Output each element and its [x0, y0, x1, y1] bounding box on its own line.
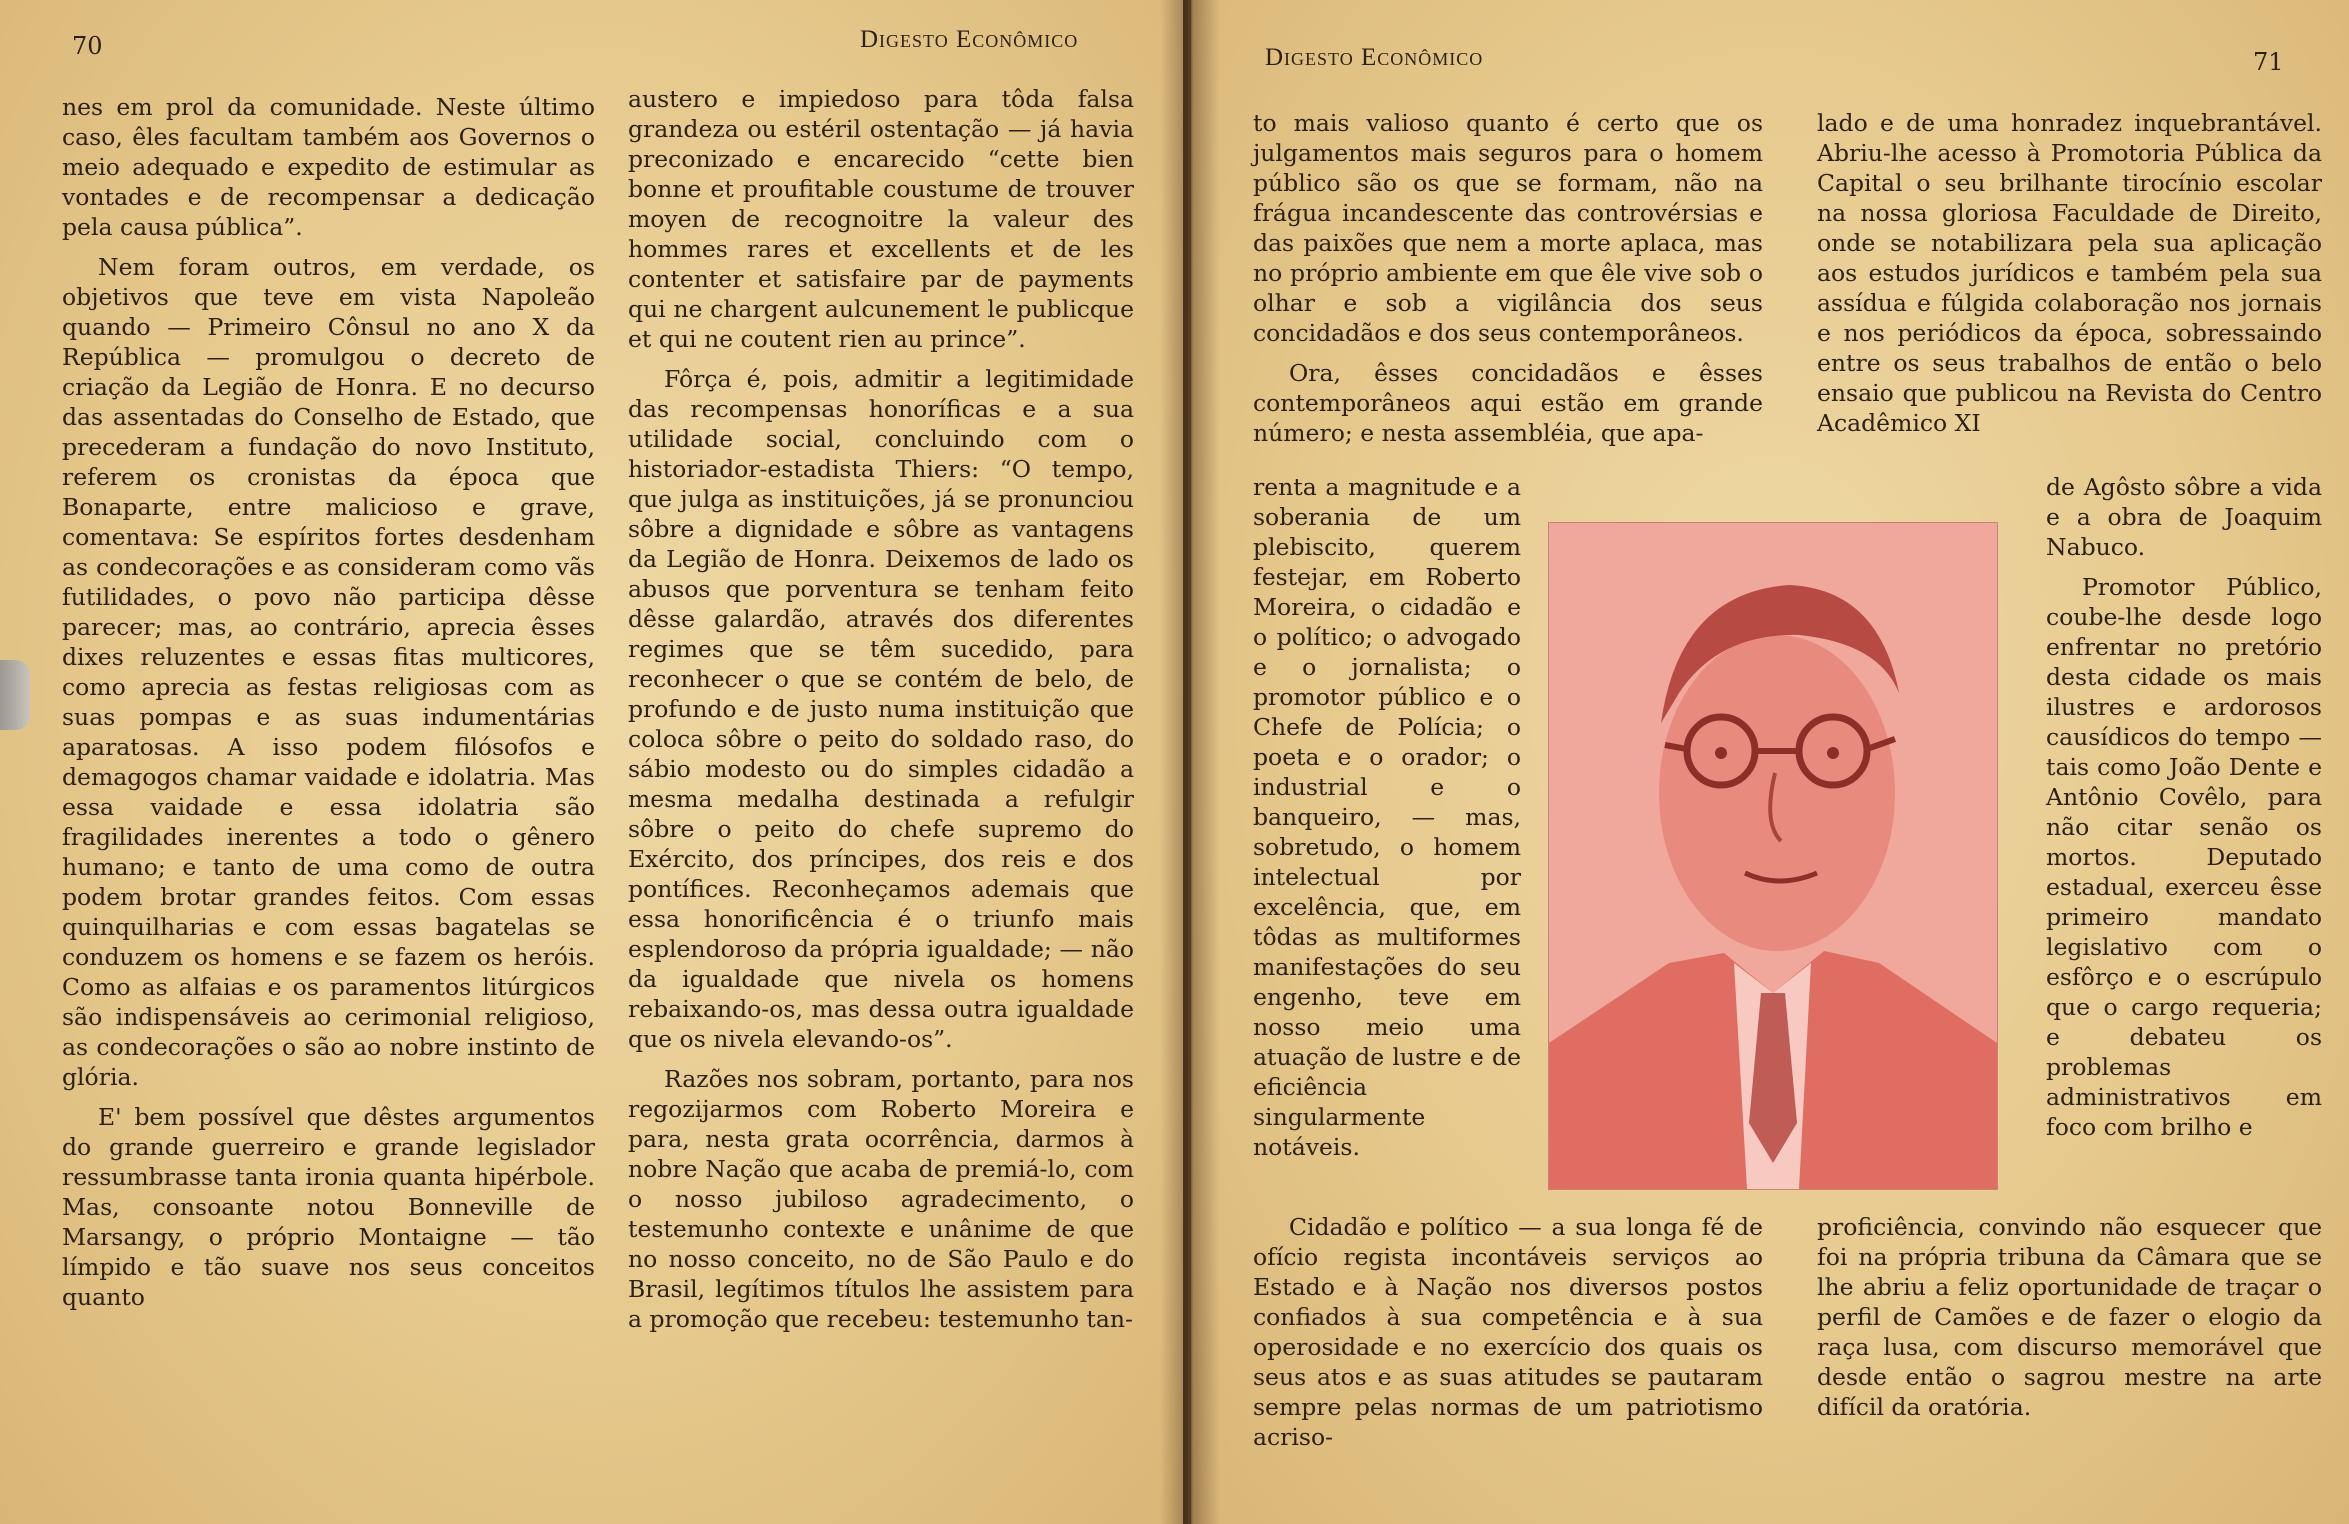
column-3-bottom	[1253, 1212, 1763, 1452]
column-1	[62, 92, 595, 1322]
paragraph: austero e impiedoso para tôda falsa grandeza ou estéril ostentação — já havia preconizado e encarecido “cette bien bonne et proufitable coustume de trouver moyen de recognoitre la valeur des hommes rares et excellents et de les contenter et satisfaire par de payments qui ne chargent aulcunement le publicque et qui ne coutent rien au prince”.	[628, 85, 1134, 353]
paragraph: renta a magnitude e a soberania de um plebiscito, querem festejar, em Roberto Moreira, o cidadão e o político; o advogado e o jornalista; o promotor público e o Chefe de Polícia; o poeta e o orador; o industrial e o banqueiro, — mas, sobretudo, o homem intelectual por excelência, que, em tôdas as multiformes manifestações do seu engenho, teve em nosso meio uma atuação de lustre e de eficiência singularmente notáveis.	[1253, 473, 1521, 1161]
paragraph: nes em prol da comunidade. Neste último caso, êles facultam também aos Governos o meio adequado e expedito de estimular as vontades e de recompensar a dedicação pela causa pública”.	[62, 93, 595, 241]
paragraph: lado e de uma honradez inquebrantável. Abriu-lhe acesso à Promotoria Pública da Capital o seu brilhante tirocínio escolar na nossa gloriosa Faculdade de Direito, onde se notabilizara pela sua aplicação aos estudos jurídicos e também pela sua assídua e fúlgida colaboração nos jornais e nos periódicos da época, sobressaindo entre os seus trabalhos de então o belo ensaio que publicou na Revista do Centro Acadêmico XI	[1817, 109, 2322, 437]
paragraph: Cidadão e político — a sua longa fé de ofício regista incontáveis serviços ao Estado e à Nação nos diversos postos confiados à sua competência e à sua operosidade e no exercício dos quais os seus atos e as suas atitudes se pautaram sempre pelas normas de um patriotismo acriso-	[1253, 1213, 1763, 1451]
paragraph: Promotor Público, coube-lhe desde logo enfrentar no pretório desta cidade os mais ilustres e ardorosos causídicos do tempo — tais como João Dente e Antônio Covêlo, para não citar senão os mortos. Deputado estadual, exerceu êsse primeiro mandato legislativo com o esfôrço e o escrúpulo que o cargo requeria; e debateu os problemas administrativos em foco com brilho e	[2046, 573, 2322, 1141]
running-head-right: Digesto Econômico	[1265, 44, 1484, 71]
paragraph: E' bem possível que dêstes argumentos do grande guerreiro e grande legislador ressumbrasse tanta ironia quanta hipérbole. Mas, consoante notou Bonneville de Marsangy, o próprio Montaigne — tão límpido e tão suave nos seus conceitos quanto	[62, 1103, 595, 1311]
paragraph: proficiência, convindo não esquecer que foi na própria tribuna da Câmara que se lhe abriu a feliz oportunidade de traçar o perfil de Camões e de fazer o elogio da raça lusa, com discurso memorável que desde então o sagrou mestre na arte difícil da oratória.	[1817, 1213, 2322, 1421]
paragraph: to mais valioso quanto é certo que os julgamentos mais seguros para o homem público são os que se formam, não na frágua incandescente das controvérsias e das paixões que nem a morte aplaca, mas no próprio ambiente em que êle vive sob o olhar e sob a vigilância dos seus concidadãos e dos seus contemporâneos.	[1253, 109, 1763, 347]
column-4-top	[1817, 108, 2322, 448]
column-2	[628, 84, 1134, 1344]
paragraph: Fôrça é, pois, admitir a legitimidade das recompensas honoríficas e a sua utilidade social, concluindo com o historiador-estadista Thiers: “O tempo, que julga as instituições, já se pronunciou sôbre a dignidade e sôbre as vantagens da Legião de Honra. Deixemos de lado os abusos que porventura se tenham feito dêsse galardão, através dos diferentes regimes que se têm sucedido, para reconhecer o que se contém de belo, de profundo e de justo numa instituição que coloca sôbre o peito do soldado raso, do sábio modesto ou do simples cidadão a mesma medalha destinada a refulgir sôbre o peito do chefe supremo do Exército, dos príncipes, dos reis e dos pontífices. Reconheçamos ademais que essa honorificência é o triunfo mais esplendoroso da própria igualdade; — não da igualdade que nivela os homens rebaixando-os, mas dessa outra igualdade que os nivela elevando-os”.	[628, 365, 1134, 1053]
running-head-left: Digesto Econômico	[860, 26, 1079, 53]
paragraph: Nem foram outros, em verdade, os objetivos que teve em vista Napoleão quando — Primeiro Cônsul no ano X da República — promulgou o decreto de criação da Legião de Honra. E no decurso das assentadas do Conselho de Estado, que precederam a fundação do novo Instituto, referem os cronistas da época que Bonaparte, entre malicioso e grave, comentava: Se espíritos fortes desdenham as condecorações e as consideram como vãs futilidades, o povo não participa dêsse parecer; mas, ao contrário, aprecia êsses dixes reluzentes e essas fitas multicores, como aprecia as festas religiosas com as suas pompas e as suas indumentárias aparatosas. A isso podem filósofos e demagogos chamar vaidade e idolatria. Mas essa vaidade e essa idolatria são fragilidades inerentes a todo o gênero humano; e tanto de uma como de outra podem brotar grandes feitos. Com essas quinquilharias e com essas bagatelas se conduzem os homens e se fazem os heróis. Como as alfaias e os paramentos litúrgicos são indispensáveis ao cerimonial religioso, as condecorações o são ao nobre instinto de glória.	[62, 253, 595, 1091]
page-number-right: 71	[2253, 48, 2284, 76]
paragraph: de Agôsto sôbre a vida e a obra de Joaquim Nabuco.	[2046, 473, 2322, 561]
portrait-figure	[1549, 523, 1997, 1189]
column-4-bottom	[1817, 1212, 2322, 1422]
column-4-narrow	[2046, 472, 2322, 1152]
page-number-left: 70	[72, 32, 103, 60]
paragraph: Razões nos sobram, portanto, para nos regozijarmos com Roberto Moreira e para, nesta grata ocorrência, darmos à nobre Nação que acaba de premiá-lo, com o nosso jubiloso agradecimento, o testemunho contexte e unânime de que no nosso conceito, no de São Paulo e do Brasil, legítimos títulos lhe assistem para a promoção que recebeu: testemunho tan-	[628, 1065, 1134, 1333]
portrait-photo	[1548, 522, 1998, 1190]
column-3-narrow	[1253, 472, 1521, 1172]
paragraph: Ora, êsses concidadãos e êsses contemporâneos aqui estão em grande número; e nesta assembléia, que apa-	[1253, 359, 1763, 447]
thumb-clip	[0, 660, 30, 730]
column-3-top	[1253, 108, 1763, 458]
